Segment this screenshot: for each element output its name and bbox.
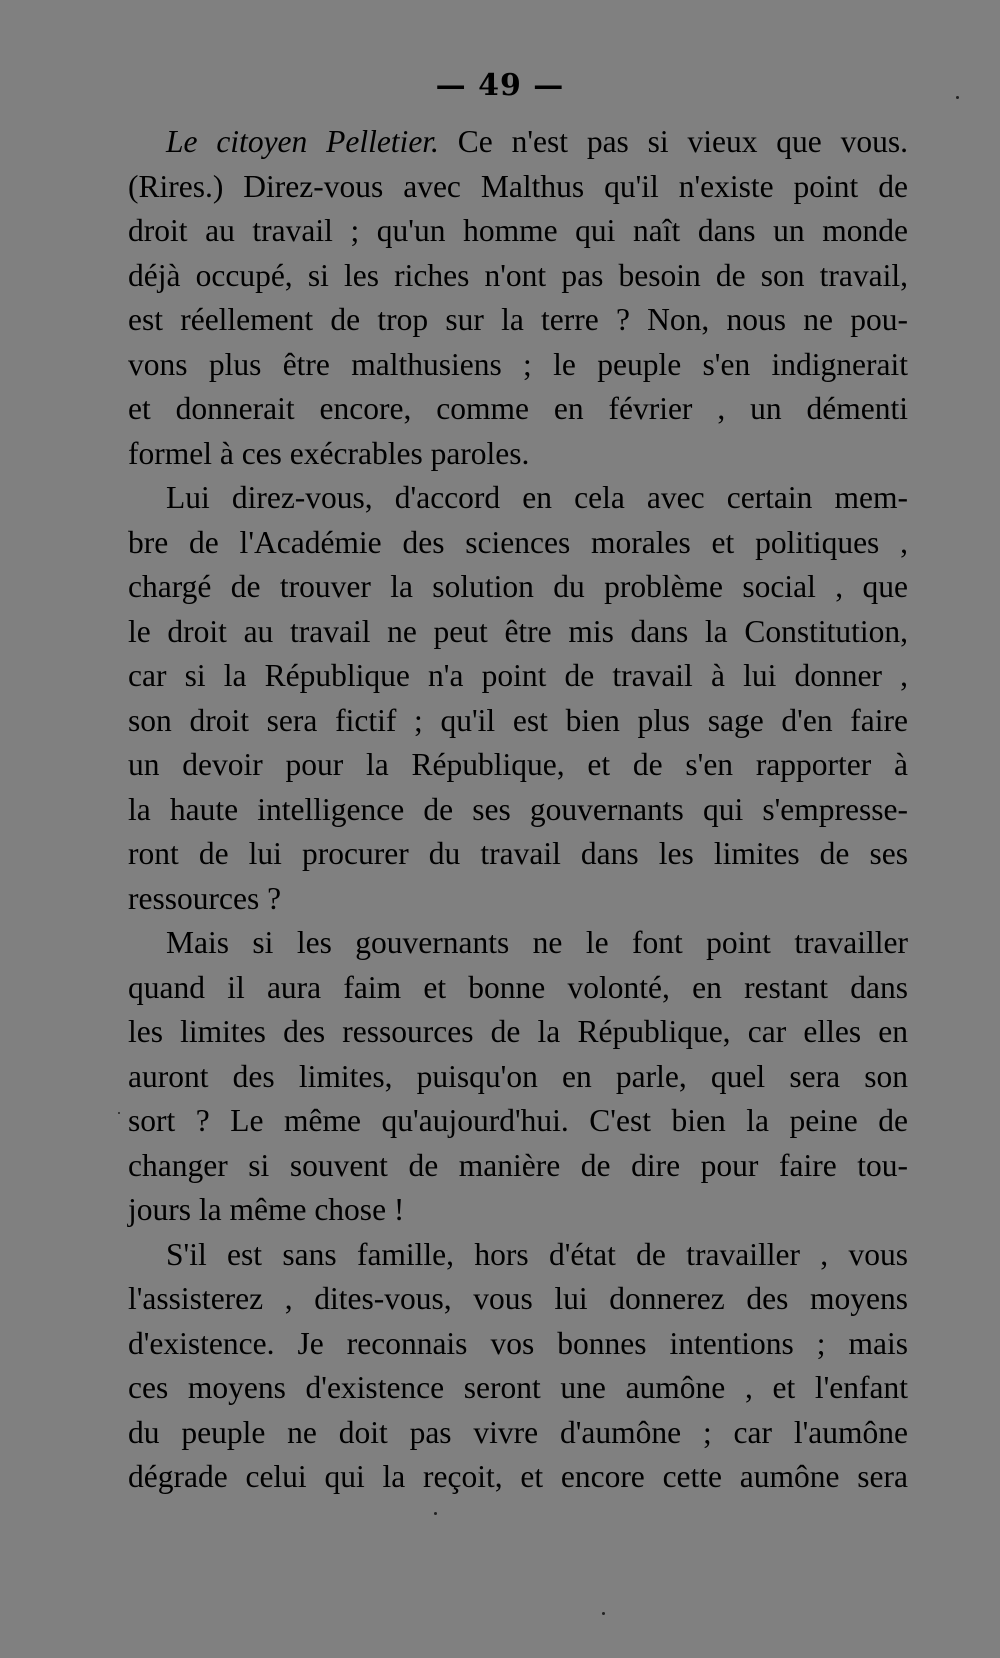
text-line: un devoir pour la République, et de s'en rapporter à — [128, 747, 908, 782]
scan-speck — [602, 1612, 605, 1615]
text-line: d'existence. Je reconnais vos bonnes intentions ; mais — [128, 1325, 908, 1361]
text-line: du peuple ne doit pas vivre d'aumône ; car l'aumône — [128, 1414, 908, 1450]
text-line: droit au travail ; qu'un homme qui naît dans un monde — [128, 213, 908, 248]
text-line: les limites des ressources de la République, car elles en — [128, 1014, 908, 1049]
text-line: Mais si les gouvernants ne le font point travailler — [166, 925, 908, 960]
text-line: est réellement de trop sur la terre ? Non, nous ne pou- — [128, 302, 908, 337]
body-text — [128, 120, 908, 1500]
page-number: — 49 — — [435, 68, 565, 103]
text-line: ces moyens d'existence seront une aumône , et l'enfant — [128, 1370, 908, 1405]
text-line: dégrade celui qui la reçoit, et encore cette aumône sera — [128, 1459, 908, 1494]
text-line: chargé de trouver la solution du problème social , que — [128, 569, 908, 604]
text-line: formel à ces exécrables paroles. — [128, 435, 530, 471]
text-line: déjà occupé, si les riches n'ont pas besoin de son travail, — [128, 257, 908, 293]
text-line: son droit sera fictif ; qu'il est bien plus sage d'en faire — [128, 702, 908, 738]
text-line: car si la République n'a point de travail à lui donner , — [128, 658, 908, 693]
text-line: la haute intelligence de ses gouvernants qui s'empresse- — [128, 791, 908, 827]
text-line: ront de lui procurer du travail dans les limites de ses — [128, 836, 908, 871]
text-line: le droit au travail ne peut être mis dans la Constitution, — [128, 613, 908, 649]
text-line: quand il aura faim et bonne volonté, en restant dans — [128, 969, 908, 1005]
text-line: ressources ? — [128, 880, 282, 916]
scan-speck — [956, 96, 959, 99]
speaker-name: Le citoyen Pelletier. — [166, 124, 439, 159]
text-line: jours la même chose ! — [128, 1192, 405, 1227]
text-line: changer si souvent de manière de dire pour faire tou- — [128, 1147, 908, 1183]
text-line: auront des limites, puisqu'on en parle, quel sera son — [128, 1058, 908, 1094]
text-line — [128, 120, 908, 165]
text-line: (Rires.) Direz-vous avec Malthus qu'il n'existe point de — [128, 168, 908, 204]
text-line: bre de l'Académie des sciences morales et politiques , — [128, 524, 908, 560]
line-text: Ce n'est pas si vieux que vous. — [438, 124, 908, 159]
text-line: et donnerait encore, comme en février , un démenti — [128, 391, 908, 426]
text-line: Lui direz-vous, d'accord en cela avec certain mem- — [166, 480, 908, 515]
scan-speck — [118, 1112, 120, 1114]
scan-speck — [434, 1512, 437, 1515]
text-line: S'il est sans famille, hors d'état de travailler , vous — [166, 1236, 908, 1272]
text-line: sort ? Le même qu'aujourd'hui. C'est bien la peine de — [128, 1103, 908, 1138]
text-line: l'assisterez , dites-vous, vous lui donnerez des moyens — [128, 1281, 908, 1316]
text-line: vons plus être malthusiens ; le peuple s'en indignerait — [128, 346, 908, 382]
